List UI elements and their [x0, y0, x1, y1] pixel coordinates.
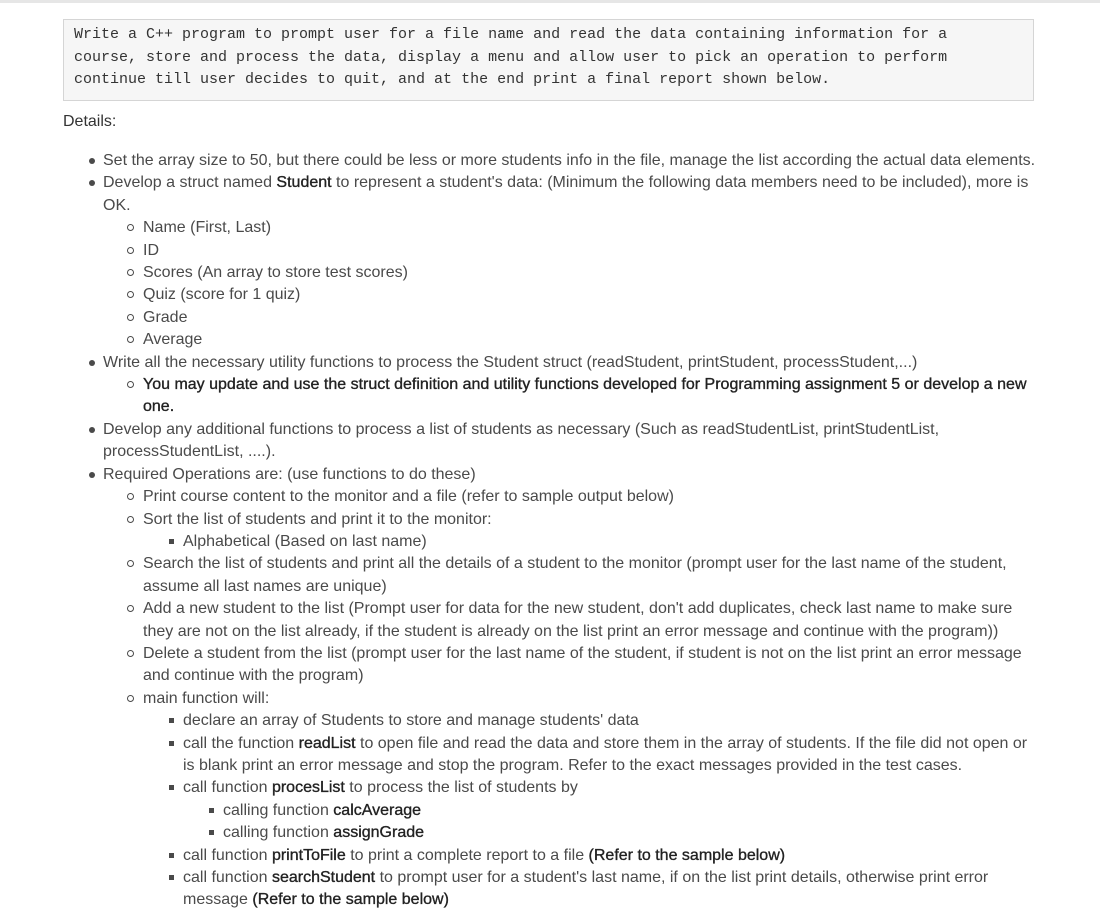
utility-sub-text: You may update and use the struct definition and utility functions developed for Programming assignment 5 or develop a new one. — [143, 376, 1027, 416]
process-list-fn: procesList — [271, 779, 345, 797]
search-ref: (Refer to the sample below) — [252, 891, 449, 909]
top-divider — [0, 0, 1100, 3]
main-declare-text: declare an array of Students to store and manage students' data — [183, 712, 639, 730]
details-content — [63, 150, 1043, 912]
main-step-search — [143, 867, 1043, 912]
op-search-item — [103, 553, 1043, 598]
struct-text-post: to represent a student's data: (Minimum the following data members need to be included), more is OK. — [103, 174, 1029, 214]
main-steps-list — [143, 710, 1043, 912]
member-label: Average — [143, 331, 203, 349]
member-label: Name (First, Last) — [143, 219, 272, 237]
list-functions-text: Develop any additional functions to process a list of students as necessary (Such as readStudentList, printStudentList, processStudentList, ....). — [103, 420, 940, 461]
search-student-fn: searchStudent — [271, 869, 376, 886]
member-item — [103, 329, 1043, 351]
list-item-required-ops — [63, 464, 1043, 912]
list-item-struct — [63, 172, 1043, 351]
struct-text-pre: Develop a struct named — [103, 174, 277, 192]
member-label: ID — [143, 241, 159, 259]
assign-grade-fn: assignGrade — [333, 824, 425, 842]
calc-pre: calling function — [223, 801, 334, 819]
member-label: Grade — [143, 308, 188, 326]
op-delete-text: Delete a student from the list (prompt user for the last name of the student, if student is not on the list print an error message and continue with the program) — [143, 644, 1022, 685]
utility-sub-item — [103, 374, 1043, 419]
op-add-text: Add a new student to the list (Prompt user for data for the new student, don't add duplicates, check last name to make sure they are not on the list already, if the student is already on the list print an error message and continue with the program)) — [143, 600, 1013, 640]
list-item-list-functions — [63, 419, 1043, 464]
assign-pre: calling function — [223, 824, 334, 842]
member-item — [103, 217, 1043, 239]
operations-list — [103, 486, 1043, 912]
struct-name: Student — [276, 174, 332, 192]
op-add-item — [103, 598, 1043, 643]
member-item — [103, 240, 1043, 262]
op-main-item — [103, 688, 1043, 912]
details-list — [63, 150, 1043, 912]
sort-sublist — [143, 531, 1043, 553]
op-search-text: Search the list of students and print all the details of a student to the monitor (prompt user for the last name of the student, assume all last names are unique) — [143, 555, 1007, 595]
op-sort-text: Sort the list of students and print it to the monitor: — [143, 510, 492, 528]
main-step-print-file — [143, 845, 1043, 867]
utility-text: Write all the necessary utility functions to process the Student struct (readStudent, printStudent, processStudent,...) — [103, 353, 918, 371]
op-delete-item — [103, 643, 1043, 688]
main-read-post: to open file and read the data and store them in the array of students. If the file did not open or is blank print an error message and stop the program. Refer to the exact messages provided in the test cases. — [183, 734, 1028, 774]
print-file-ref: (Refer to the sample below) — [588, 846, 786, 864]
main-step-read — [143, 733, 1043, 778]
op-main-text: main function will: — [143, 689, 270, 707]
sort-sub-text: Alphabetical (Based on last name) — [183, 532, 427, 550]
sort-sub-item — [143, 531, 1043, 553]
list-item-utility — [63, 352, 1043, 419]
assignment-prompt-code-block: Write a C++ program to prompt user for a file name and read the data containing information for a course, store and process the data, display a menu and allow user to pick an operation to perform continue till user decides to quit, and at the end print a final report shown below. — [63, 19, 1034, 101]
process-sublist — [183, 800, 1043, 845]
member-label: Scores (An array to store test scores) — [143, 264, 408, 282]
print-to-file-fn: printToFile — [271, 846, 346, 864]
member-label: Quiz (score for 1 quiz) — [143, 286, 301, 304]
process-calc-item — [183, 800, 1043, 822]
op-print-text: Print course content to the monitor and a file (refer to sample output below) — [143, 488, 674, 506]
search-post: to prompt user for a student's last name, if on the list print details, otherwise print error message — [183, 869, 989, 909]
details-heading: Details: — [63, 113, 117, 130]
print-file-post: to print a complete report to a file — [345, 846, 589, 864]
member-item — [103, 262, 1043, 284]
calc-average-fn: calcAverage — [333, 801, 422, 819]
main-process-pre: call function — [183, 779, 272, 797]
op-sort-item — [103, 509, 1043, 554]
main-read-pre: call the function — [183, 734, 299, 752]
required-ops-text: Required Operations are: (use functions to do these) — [103, 465, 476, 483]
member-item — [103, 307, 1043, 329]
utility-sublist — [103, 374, 1043, 419]
process-assign-item — [183, 822, 1043, 844]
member-item — [103, 284, 1043, 306]
op-print-item — [103, 486, 1043, 508]
struct-members-list — [103, 217, 1043, 351]
search-pre: call function — [183, 869, 272, 886]
list-item-array-size — [63, 150, 1043, 172]
print-file-pre: call function — [183, 846, 272, 864]
main-step-declare — [143, 710, 1043, 732]
read-list-fn: readList — [298, 734, 356, 752]
main-step-process — [143, 777, 1043, 844]
main-process-post: to process the list of students by — [344, 779, 578, 797]
array-size-text: Set the array size to 50, but there could be less or more students info in the file, manage the list according the actual data elements. — [103, 152, 1036, 169]
